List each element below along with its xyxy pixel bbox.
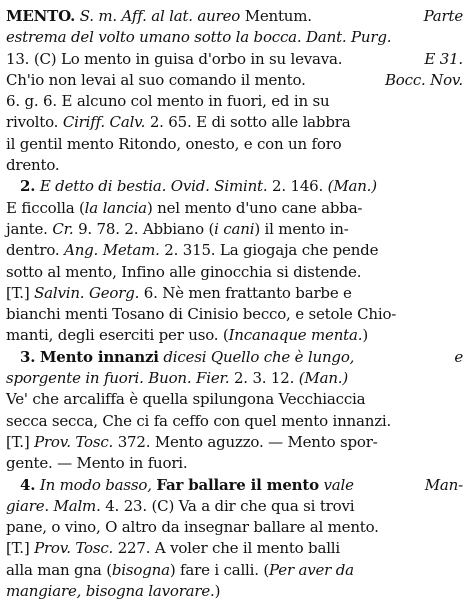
sense-3-line: 3. Mento innanzi dicesi Quello che è lungo, e xyxy=(20,347,463,366)
entry-line: 6. g. 6. E alcuno col mento in fuori, ed in su xyxy=(6,92,330,111)
entry-line: MENTO. S. m. Aff. al lat. aureo Mentum. Parte xyxy=(6,7,463,25)
entry-line: il gentil mento Ritondo, onesto, e con un foro xyxy=(6,134,342,153)
sense-3-line: sporgente in fuori. Buon. Fier. 2. 3. 12. (Man.) xyxy=(6,369,349,388)
entry-line: drento. xyxy=(6,156,60,175)
sense-3-line: [T.] Prov. Tosc. 372. Mento aguzzo. — Mento spor- xyxy=(6,432,378,451)
sense-3-line: gente. — Mento in fuori. xyxy=(6,454,188,473)
sense-4-line: [T.] Prov. Tosc. 227. A voler che il mento balli xyxy=(6,539,340,558)
sense-3-line: secca secca, Che ci fa ceffo con quel mento innanzi. xyxy=(6,411,392,430)
sense-4-line: mangiare, bisogna lavorare.) xyxy=(6,582,221,601)
entry-line: rivolto. Ciriff. Calv. 2. 65. E di sotto alle labbra xyxy=(6,113,351,132)
sense-3-line: Ve' che arcaliffa è quella spilungona Vecchiaccia xyxy=(6,390,366,409)
entry-text xyxy=(6,6,463,602)
sense-4-line: pane, o vino, O altro da insegnar ballare al mento. xyxy=(6,518,379,537)
sense-2-line: dentro. Ang. Metam. 2. 315. La giogaja che pende xyxy=(6,241,379,260)
sense-4-line: 4. In modo basso, Far ballare il mento vale Man- xyxy=(20,475,463,494)
sense-4-line: giare. Malm. 4. 23. (C) Va a dir che qua si trovi xyxy=(6,496,355,515)
entry-line: Ch'io non levai al suo comando il mento. Bocc. Nov. xyxy=(6,70,463,89)
sense-2-line: sotto al mento, Infino alle ginocchia si distende. xyxy=(6,262,362,281)
sense-2-line: jante. Cr. 9. 78. 2. Abbiano (i cani) il mento in- xyxy=(6,219,349,238)
sense-2-line: manti, degli eserciti per uso. (Incanaque menta.) xyxy=(6,326,368,345)
sense-2-line: bianchi menti Tosano di Cinisio becco, e setole Chio- xyxy=(6,305,397,324)
sense-2-line: [T.] Salvin. Georg. 6. Nè men frattanto barbe e xyxy=(6,283,352,302)
headword: MENTO. xyxy=(6,7,76,25)
sense-4-line: alla man gna (bisogna) fare i calli. (Per aver da xyxy=(6,560,354,579)
entry-line: 13. (C) Lo mento in guisa d'orbo in su levava. E 31. xyxy=(6,49,463,68)
sense-2-line: E ficcolla (la lancia) nel mento d'uno cane abba- xyxy=(6,198,363,217)
sense-2-line: 2. E detto di bestia. Ovid. Simint. 2. 146. (Man.) xyxy=(20,177,377,196)
entry-line: estrema del volto umano sotto la bocca. Dant. Purg. xyxy=(6,28,392,47)
